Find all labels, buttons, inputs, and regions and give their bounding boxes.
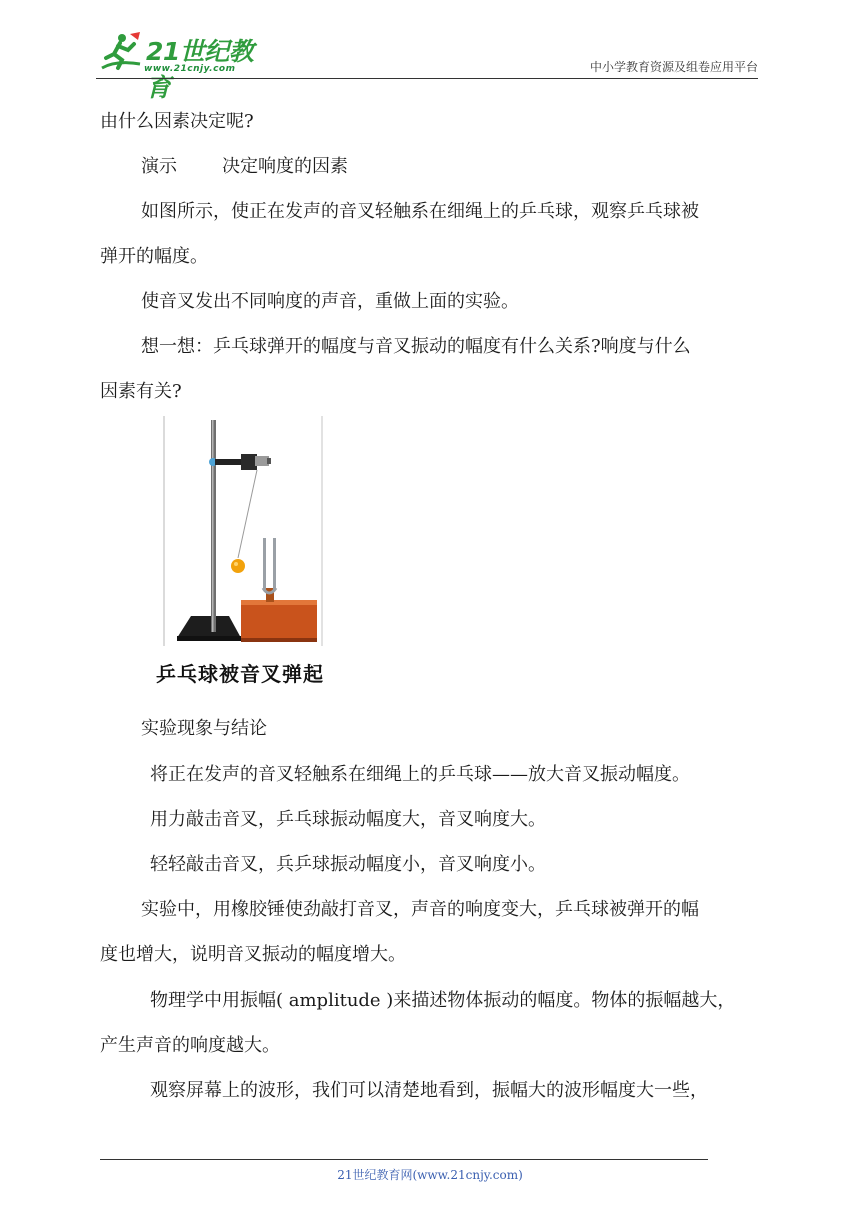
paragraph: 实验中，用橡胶锤使劲敲打音叉，声音的响度变大，乒乓球被弹开的幅 (141, 899, 699, 920)
paragraph: 轻轻敲击音叉，兵乒球振动幅度小，音叉响度小。 (150, 854, 546, 875)
section-heading: 实验现象与结论 (141, 718, 267, 739)
header-platform-text: 中小学教育资源及组卷应用平台 (589, 60, 758, 74)
site-logo (96, 30, 266, 102)
page-header (96, 30, 758, 102)
footer-divider (100, 1159, 708, 1160)
demo-title: 决定响度的因素 (222, 156, 348, 177)
paragraph: 用力敲击音叉，乒乓球振动幅度大，音叉响度大。 (150, 809, 546, 830)
paragraph: 由什么因素决定呢? (100, 111, 254, 132)
logo-main-text: 21世纪教育 (146, 37, 254, 102)
paragraph: 观察屏幕上的波形，我们可以清楚地看到，振幅大的波形幅度大一些， (150, 1080, 708, 1101)
footer-text: 21世纪教育网(www.21cnjy.com) (337, 1168, 523, 1182)
paragraph: 使音叉发出不同响度的声音，重做上面的实验。 (141, 291, 519, 312)
paragraph: 将正在发声的音叉轻触系在细绳上的乒乓球——放大音叉振动幅度。 (150, 764, 690, 785)
paragraph: 因素有关? (100, 381, 182, 402)
demo-label: 演示 (141, 156, 177, 177)
paragraph: 想一想：乒乓球弹开的幅度与音叉振动的幅度有什么关系?响度与什么 (141, 336, 691, 357)
figure-caption: 乒乓球被音叉弹起 (156, 662, 324, 686)
paragraph: 产生声音的响度越大。 (100, 1035, 280, 1056)
tuning-fork-photo (163, 416, 323, 646)
logo-url-text: www.21cnjy.com (144, 64, 236, 74)
header-divider (96, 78, 758, 79)
runner-logo-icon (96, 30, 146, 74)
paragraph: 度也增大，说明音叉振动的幅度增大。 (100, 944, 406, 965)
paragraph: 物理学中用振幅( amplitude )来描述物体振动的幅度。物体的振幅越大， (150, 990, 736, 1011)
paragraph: 弹开的幅度。 (100, 246, 208, 267)
paragraph: 如图所示，使正在发声的音叉轻触系在细绳上的乒乓球，观察乒乓球被 (141, 201, 699, 222)
